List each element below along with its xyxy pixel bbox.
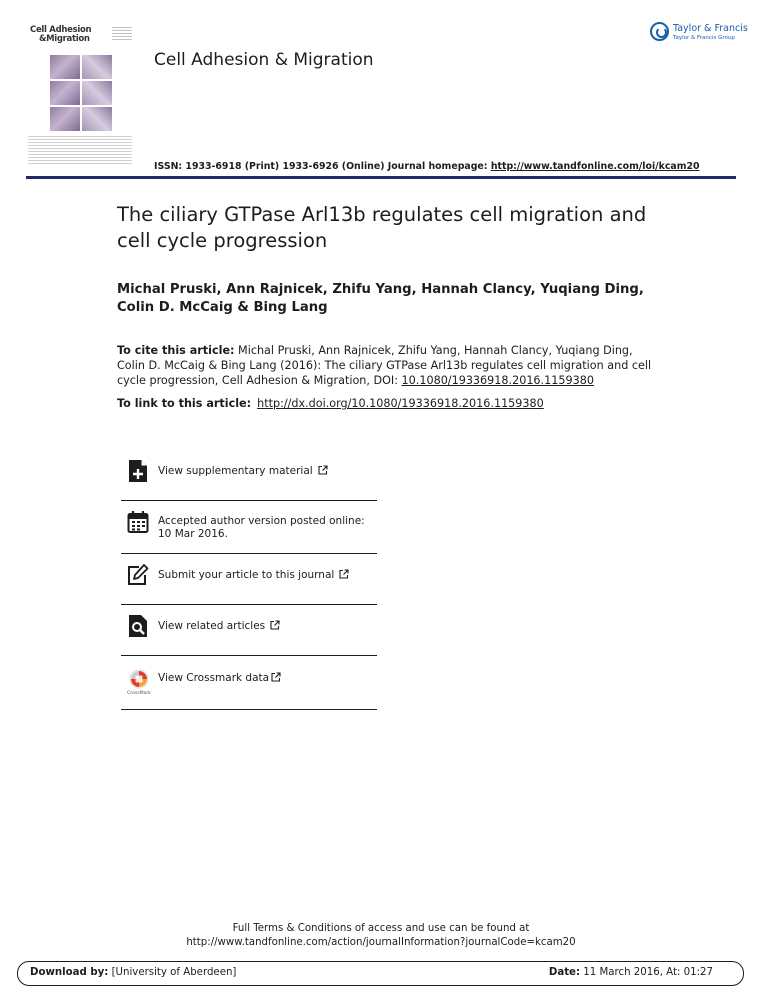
journal-homepage-link[interactable]: http://www.tandfonline.com/loi/kcam20 <box>490 161 700 172</box>
view-related-articles-item[interactable] <box>121 605 377 656</box>
article-link[interactable]: http://dx.doi.org/10.1080/19336918.2016.1159380 <box>257 397 544 410</box>
download-by <box>30 967 236 978</box>
publisher-subname: Taylor & Francis Group <box>673 35 735 41</box>
submit-article-item[interactable] <box>121 554 377 605</box>
journal-cover-thumbnail <box>26 24 134 168</box>
doi-link[interactable]: 10.1080/19336918.2016.1159380 <box>401 374 594 387</box>
search-document-icon <box>127 614 149 638</box>
action-label: View related articles <box>158 620 266 632</box>
accepted-version-item <box>121 501 377 554</box>
external-link-icon <box>318 465 328 475</box>
journal-name: Cell Adhesion & Migration <box>154 50 374 70</box>
document-plus-icon <box>127 459 149 483</box>
publisher-logo <box>650 22 748 46</box>
calendar-icon <box>127 510 149 534</box>
article-link-line <box>117 397 544 410</box>
cover-text-block <box>28 136 132 166</box>
cover-title-line1: Cell Adhesion <box>30 25 92 35</box>
citation-text: Michal Pruski, Ann Rajnicek, Zhifu Yang, Hannah Clancy, Yuqiang Ding, Colin D. McCaig & Bing Lang (2016): The ciliary GTPase Arl13b regulates cell migration and cell cycle progression, Cell Adhesion & Migration, DOI: <box>117 344 652 387</box>
view-supplementary-material-item[interactable] <box>121 450 377 501</box>
citation-label: To cite this article: <box>117 344 235 357</box>
action-label: View Crossmark data <box>158 672 270 684</box>
cover-micrographs <box>50 55 112 131</box>
action-label: View supplementary material <box>158 465 313 477</box>
article-title: The ciliary GTPase Arl13b regulates cell migration and cell cycle progression <box>117 203 647 252</box>
external-link-icon <box>270 620 280 630</box>
article-actions-list <box>121 450 377 710</box>
terms-url[interactable]: http://www.tandfonline.com/action/journalInformation?journalCode=kcam20 <box>186 937 576 948</box>
issn-text: ISSN: 1933-6918 (Print) 1933-6926 (Online) Journal homepage: <box>154 161 491 172</box>
view-crossmark-item[interactable] <box>121 656 377 710</box>
date-value: 11 March 2016, At: 01:27 <box>580 967 713 978</box>
header-divider <box>26 176 736 179</box>
download-info-bar <box>17 961 744 986</box>
download-label: Download by: <box>30 967 109 978</box>
crossmark-icon <box>127 669 149 693</box>
issn-line <box>154 161 700 172</box>
external-link-icon <box>271 672 281 682</box>
cover-title-line2: &Migration <box>39 34 90 44</box>
edit-icon <box>127 563 149 587</box>
terms-block <box>0 922 762 950</box>
publisher-name: Taylor & Francis <box>673 23 748 34</box>
accepted-version-label: Accepted author version posted online: 10 Mar 2016. <box>158 515 365 540</box>
crossmark-caption: CrossMark <box>127 691 151 695</box>
external-link-icon <box>339 569 349 579</box>
article-link-label: To link to this article: <box>117 397 252 410</box>
article-authors: Michal Pruski, Ann Rajnicek, Zhifu Yang, Hannah Clancy, Yuqiang Ding, Colin D. McCaig & Bing Lang <box>117 282 644 315</box>
action-label: Submit your article to this journal <box>158 569 335 581</box>
citation-block <box>117 343 657 388</box>
cover-stamp <box>112 27 132 41</box>
download-date <box>549 967 713 978</box>
download-value: [University of Aberdeen] <box>108 967 237 978</box>
date-label: Date: <box>548 967 581 978</box>
publisher-logo-icon <box>650 22 669 41</box>
terms-line-1: Full Terms & Conditions of access and use can be found at <box>232 923 530 934</box>
